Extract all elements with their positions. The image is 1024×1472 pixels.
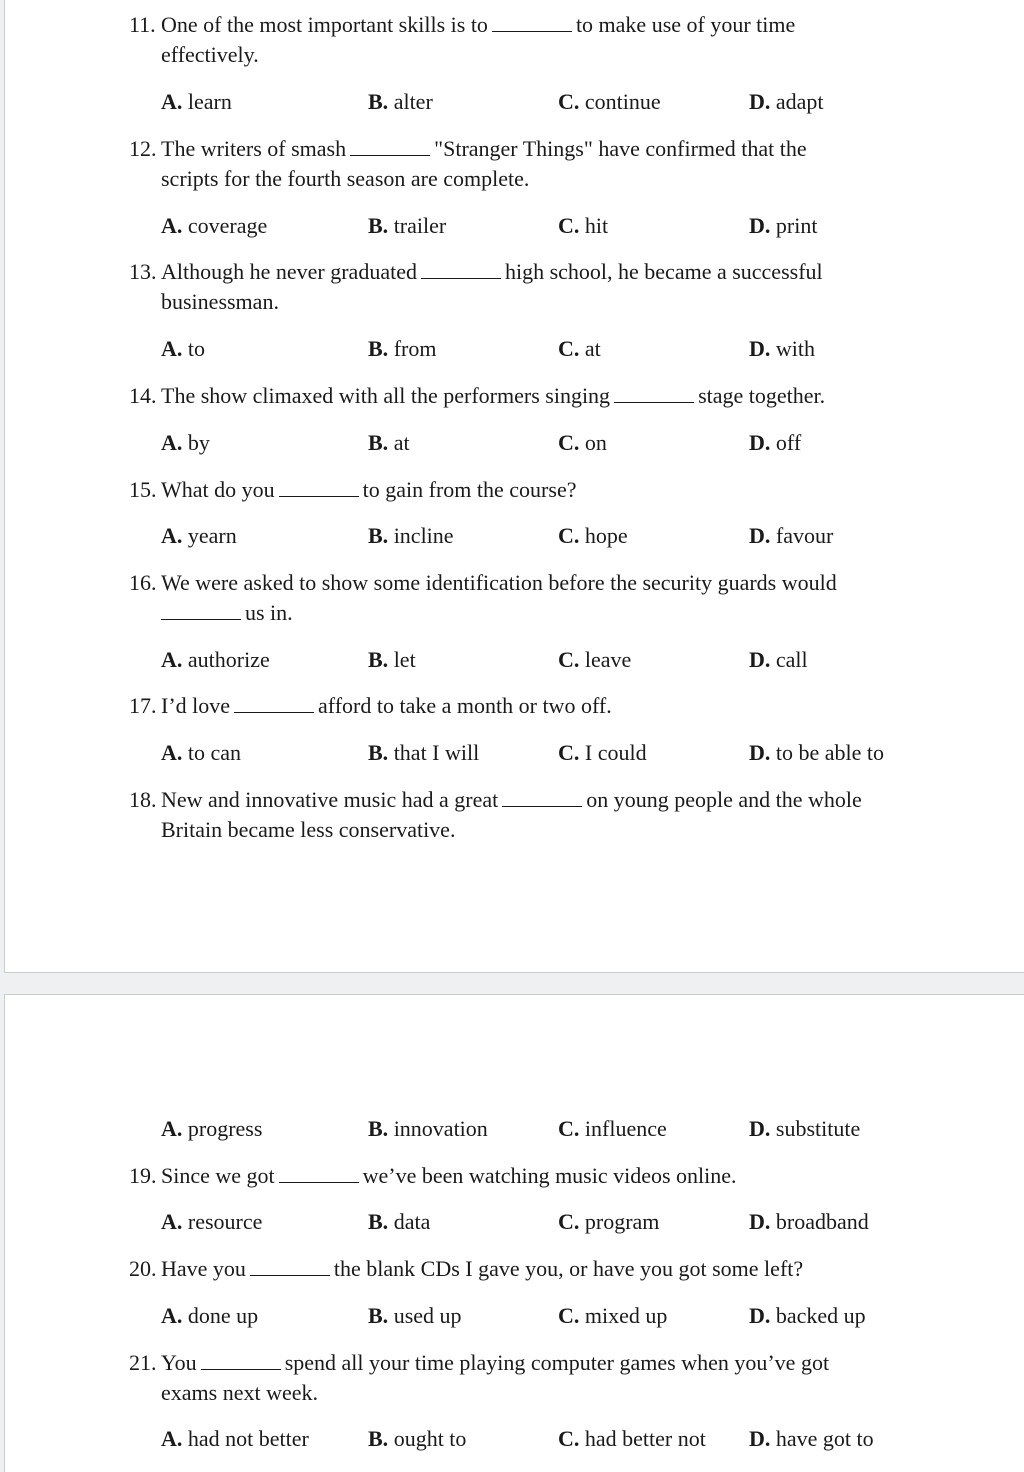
options-11 — [161, 87, 1021, 117]
question-number: 14. — [129, 383, 157, 408]
question-text: I’d love — [161, 693, 231, 718]
option-b[interactable]: B. innovation — [368, 1116, 488, 1141]
question-text: Although he never graduated — [161, 259, 417, 284]
answer-blank — [201, 1351, 281, 1370]
question-text: effectively. — [161, 42, 259, 67]
page-two — [4, 994, 1024, 1472]
option-b[interactable]: B. alter — [368, 89, 433, 114]
page-one — [4, 0, 1024, 973]
option-c[interactable]: C. at — [558, 336, 601, 361]
option-b[interactable]: B. used up — [368, 1303, 462, 1328]
option-d[interactable]: D. adapt — [749, 89, 824, 114]
question-20 — [129, 1254, 929, 1284]
option-c[interactable]: C. on — [558, 430, 607, 455]
answer-blank — [421, 260, 501, 279]
question-text: "Stranger Things" have confirmed that the — [434, 136, 807, 161]
options-21 — [161, 1424, 1021, 1454]
question-number: 17. — [129, 693, 157, 718]
option-b[interactable]: B. data — [368, 1209, 431, 1234]
question-text: We were asked to show some identification before the security guards would — [161, 570, 837, 595]
option-d[interactable]: D. to be able to — [749, 740, 885, 765]
answer-blank — [614, 384, 694, 403]
option-a[interactable]: A. authorize — [161, 647, 270, 672]
answer-blank — [234, 694, 314, 713]
question-12 — [129, 134, 929, 194]
question-18 — [129, 785, 929, 845]
options-12 — [161, 211, 1021, 241]
question-text: What do you — [161, 477, 275, 502]
option-c[interactable]: C. hope — [558, 523, 628, 548]
option-b[interactable]: B. incline — [368, 523, 454, 548]
question-14 — [129, 381, 929, 411]
question-text: exams next week. — [161, 1380, 318, 1405]
question-text: stage together. — [698, 383, 826, 408]
question-text: scripts for the fourth season are complete. — [161, 166, 530, 191]
option-d[interactable]: D. favour — [749, 523, 834, 548]
question-number: 11. — [129, 12, 156, 37]
option-d[interactable]: D. off — [749, 430, 802, 455]
question-number: 13. — [129, 259, 157, 284]
question-19 — [129, 1161, 929, 1191]
answer-blank — [279, 1164, 359, 1183]
answer-blank — [279, 478, 359, 497]
question-text: Have you — [161, 1256, 246, 1281]
option-a[interactable]: A. to — [161, 336, 206, 361]
question-21 — [129, 1348, 929, 1408]
question-text: we’ve been watching music videos online. — [362, 1163, 737, 1188]
question-15 — [129, 475, 929, 505]
question-text: businessman. — [161, 289, 279, 314]
option-d[interactable]: D. call — [749, 647, 808, 672]
question-11 — [129, 10, 929, 70]
answer-blank — [161, 601, 241, 620]
option-a[interactable]: A. done up — [161, 1303, 259, 1328]
option-a[interactable]: A. by — [161, 430, 210, 455]
question-text: Britain became less conservative. — [161, 817, 456, 842]
question-17 — [129, 691, 929, 721]
option-c[interactable]: C. continue — [558, 89, 661, 114]
question-number: 16. — [129, 570, 157, 595]
option-a[interactable]: A. had not better — [161, 1426, 309, 1451]
option-a[interactable]: A. learn — [161, 89, 232, 114]
question-number: 12. — [129, 136, 157, 161]
option-d[interactable]: D. print — [749, 213, 818, 238]
option-a[interactable]: A. progress — [161, 1116, 263, 1141]
question-text: The show climaxed with all the performers singing — [161, 383, 611, 408]
answer-blank — [502, 788, 582, 807]
option-c[interactable]: C. I could — [558, 740, 647, 765]
option-b[interactable]: B. that I will — [368, 740, 480, 765]
options-18 — [161, 1114, 1021, 1144]
option-d[interactable]: D. with — [749, 336, 816, 361]
option-c[interactable]: C. hit — [558, 213, 609, 238]
question-number: 15. — [129, 477, 157, 502]
question-text: to gain from the course? — [362, 477, 577, 502]
question-text: us in. — [245, 600, 293, 625]
question-16 — [129, 568, 929, 628]
options-13 — [161, 334, 1021, 364]
question-text: New and innovative music had a great — [161, 787, 499, 812]
question-number: 20. — [129, 1256, 157, 1281]
question-number: 21. — [129, 1350, 157, 1375]
question-text: spend all your time playing computer games when you’ve got — [284, 1350, 830, 1375]
options-15 — [161, 521, 1021, 551]
option-c[interactable]: C. leave — [558, 647, 632, 672]
answer-blank — [350, 137, 430, 156]
question-text: The writers of smash — [161, 136, 347, 161]
question-text: Since we got — [161, 1163, 275, 1188]
question-text: on young people and the whole — [586, 787, 862, 812]
option-c[interactable]: C. had better not — [558, 1426, 706, 1451]
option-d[interactable]: D. substitute — [749, 1116, 861, 1141]
option-d[interactable]: D. have got to — [749, 1426, 874, 1451]
question-number: 18. — [129, 787, 157, 812]
options-16 — [161, 645, 1021, 675]
option-b[interactable]: B. let — [368, 647, 416, 672]
options-20 — [161, 1301, 1021, 1331]
question-text: You — [161, 1350, 197, 1375]
option-c[interactable]: C. mixed up — [558, 1303, 668, 1328]
question-text: One of the most important skills is to — [161, 12, 488, 37]
option-a[interactable]: A. resource — [161, 1209, 263, 1234]
option-c[interactable]: C. influence — [558, 1116, 667, 1141]
option-b[interactable]: B. from — [368, 336, 437, 361]
option-a[interactable]: A. yearn — [161, 523, 237, 548]
option-d[interactable]: D. backed up — [749, 1303, 866, 1328]
option-b[interactable]: B. trailer — [368, 213, 447, 238]
question-text: the blank CDs I gave you, or have you got some left? — [333, 1256, 804, 1281]
options-19 — [161, 1207, 1021, 1237]
option-d[interactable]: D. broadband — [749, 1209, 869, 1234]
question-number: 19. — [129, 1163, 157, 1188]
option-a[interactable]: A. to can — [161, 740, 242, 765]
options-14 — [161, 428, 1021, 458]
answer-blank — [492, 13, 572, 32]
option-b[interactable]: B. at — [368, 430, 410, 455]
question-text: high school, he became a successful — [504, 259, 823, 284]
question-text: afford to take a month or two off. — [318, 693, 612, 718]
answer-blank — [250, 1257, 330, 1276]
option-c[interactable]: C. program — [558, 1209, 660, 1234]
option-a[interactable]: A. coverage — [161, 213, 268, 238]
options-17 — [161, 738, 1021, 768]
question-text: to make use of your time — [575, 12, 796, 37]
option-b[interactable]: B. ought to — [368, 1426, 467, 1451]
question-13 — [129, 257, 929, 317]
